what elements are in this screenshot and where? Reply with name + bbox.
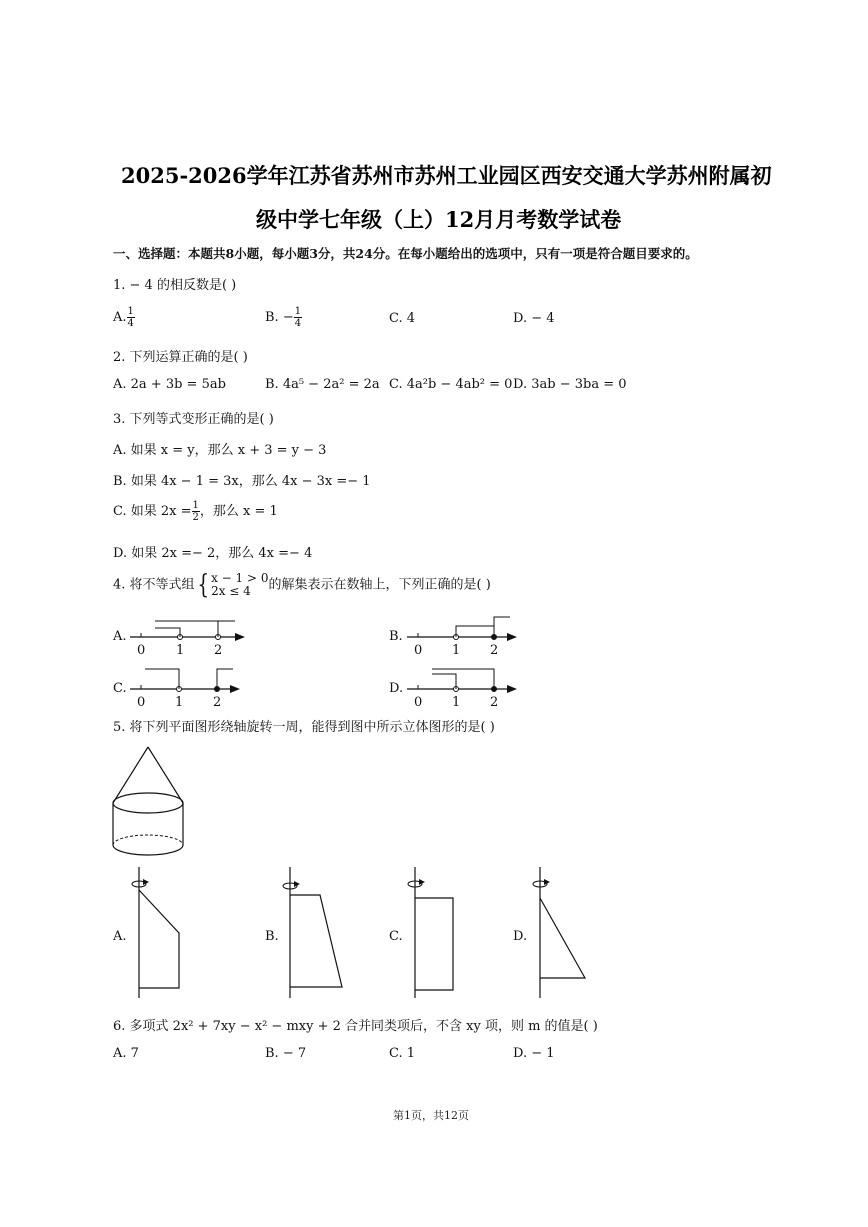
q4a-tick-1: 1 (176, 643, 185, 658)
q4d-tick-2: 2 (490, 695, 499, 710)
q2-option-c: C. 4a²b − 4ab² = 0 (389, 377, 513, 392)
q1-option-c: C. 4 (389, 311, 416, 326)
page-title-line1: 2025-2026学年江苏省苏州市苏州工业园区西安交通大学苏州附属初 (121, 163, 772, 188)
q5-shape-b (280, 865, 350, 1000)
q6-option-d: D. − 1 (513, 1046, 555, 1061)
q1-option-b: B. − $\frac{1}{4}$ (265, 306, 302, 329)
q4c-tick-2: 2 (213, 695, 222, 710)
page-title-line2: 级中学七年级（上）12月月考数学试卷 (256, 207, 622, 232)
q2-option-a: A. 2a + 3b = 5ab (113, 377, 226, 392)
q5-shape-d (530, 865, 600, 1000)
section-header: 一、选择题：本题共8小题，每小题3分，共24分。在每小题给出的选项中，只有一项是符合题目要求的。 (113, 246, 698, 261)
q1-stem: 1. − 4 的相反数是( ) (113, 278, 237, 293)
q5-option-c: C. (389, 929, 403, 944)
q5-shape-c (405, 865, 475, 1000)
q4-number-line-c (125, 664, 255, 709)
q5-stem: 5. 将下列平面图形绕轴旋转一周，能得到图中所示立体图形的是( ) (113, 720, 495, 735)
q5-option-d: D. (513, 929, 528, 944)
q4-number-line-b (402, 612, 532, 657)
q3-option-d: D. 如果 2x =− 2，那么 4x =− 4 (113, 546, 313, 561)
q4d-tick-1: 1 (452, 695, 461, 710)
q5-option-b: B. (265, 929, 279, 944)
q4-option-b: B. (389, 629, 403, 644)
q4a-tick-2: 2 (214, 643, 223, 658)
q4-number-line-d (402, 664, 532, 709)
q6-option-b: B. − 7 (265, 1046, 307, 1061)
q4a-tick-0: 0 (137, 643, 146, 658)
q1-option-a: A. $\frac{1}{4}$ (113, 306, 134, 329)
q1-option-d: D. − 4 (513, 311, 555, 326)
q4-number-line-a (125, 612, 255, 657)
q6-option-a: A. 7 (113, 1046, 139, 1061)
q4c-tick-1: 1 (175, 695, 184, 710)
q3-option-b: B. 如果 4x − 1 = 3x，那么 4x − 3x =− 1 (113, 474, 371, 489)
q3-option-a: A. 如果 x = y，那么 x + 3 = y − 3 (113, 443, 327, 458)
q6-option-c: C. 1 (389, 1046, 416, 1061)
q5-shape-a (125, 865, 195, 1000)
q3-stem: 3. 下列等式变形正确的是( ) (113, 412, 274, 427)
q4b-tick-2: 2 (490, 643, 499, 658)
q4b-tick-0: 0 (414, 643, 423, 658)
q2-option-b: B. 4a⁵ − 2a² = 2a (265, 377, 380, 392)
q4d-tick-0: 0 (414, 695, 423, 710)
q4-stem: 4. 将不等式组{ x − 1 > 0 2x ≤ 4 的解集表示在数轴上，下列正确的是( ) (113, 570, 491, 600)
q2-stem: 2. 下列运算正确的是( ) (113, 350, 248, 365)
q6-stem: 6. 多项式 2x² + 7xy − x² − mxy + 2 合并同类项后，不含 xy 项，则 m 的值是( ) (113, 1019, 598, 1034)
q4-option-a: A. (113, 629, 127, 644)
q2-option-d: D. 3ab − 3ba = 0 (513, 377, 627, 392)
q3-option-c: C. 如果 2x = $\frac{1}{2}$ ，那么 x = 1 (113, 500, 278, 523)
q4-option-d: D. (389, 681, 404, 696)
page-footer: 第1页，共12页 (393, 1109, 469, 1122)
q5-solid-figure (108, 745, 193, 860)
q4c-tick-0: 0 (137, 695, 146, 710)
q4b-tick-1: 1 (452, 643, 461, 658)
q5-option-a: A. (113, 929, 127, 944)
q4-option-c: C. (113, 681, 127, 696)
